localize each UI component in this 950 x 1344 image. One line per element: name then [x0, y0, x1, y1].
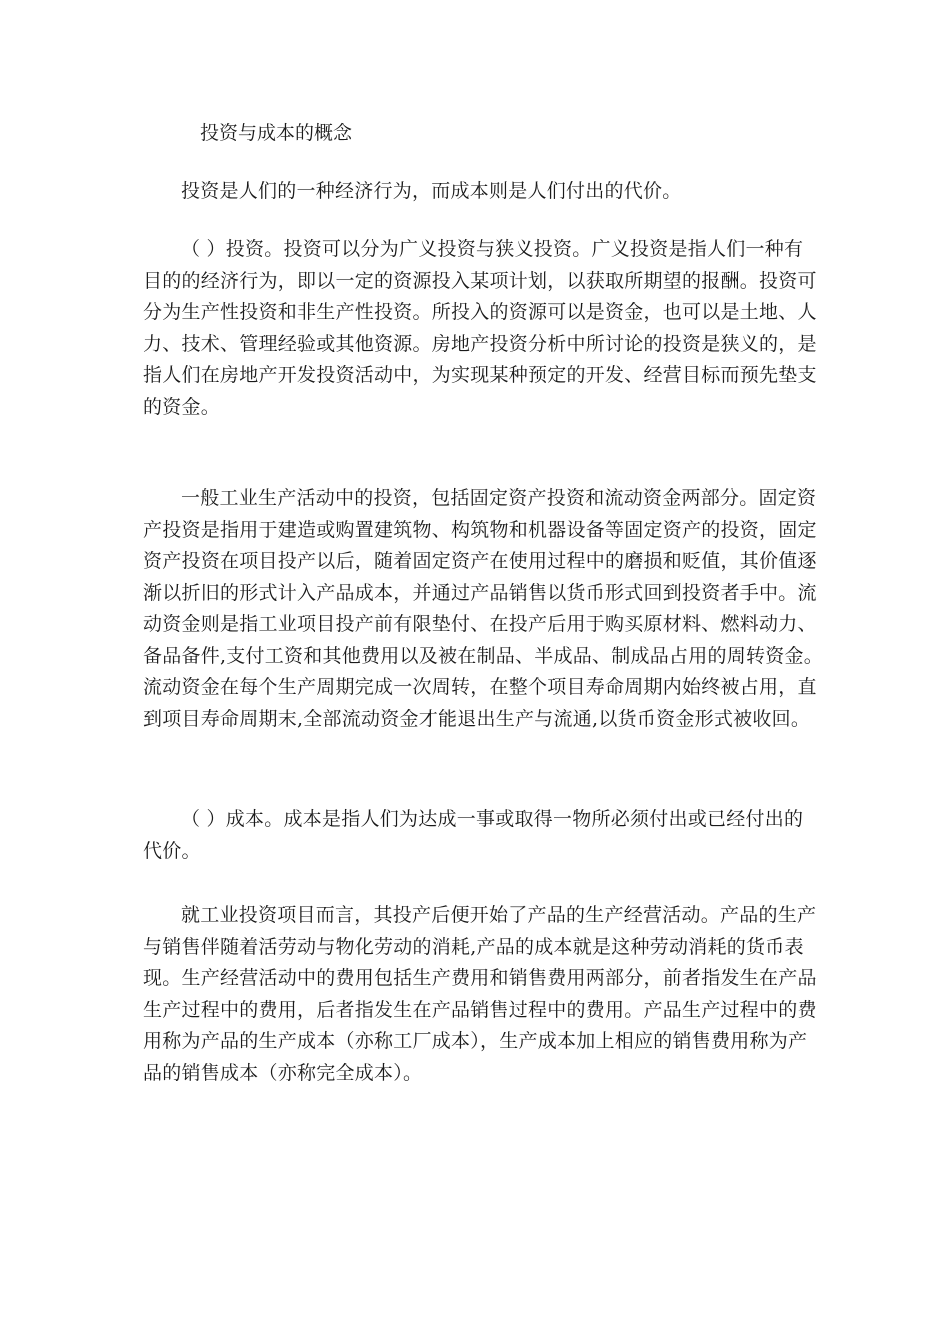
paragraph-2: [143, 234, 817, 423]
paragraph-line: 渐以折旧的形式计入产品成本，并通过产品销售以货币形式回到投资者手中。流: [143, 581, 817, 604]
paragraph-line: 的资金。: [143, 395, 221, 418]
paragraph-line: 一般工业生产活动中的投资，包括固定资产投资和流动资金两部分。固定资: [181, 487, 817, 509]
paragraph-line: 就工业投资项目而言，其投产后便开始了产品的生产经营活动。产品的生产: [181, 904, 817, 926]
paragraph-line: 分为生产性投资和非生产性投资。所投入的资源可以是资金，也可以是土地、人: [143, 301, 817, 323]
paragraph-line: （ ）投资。投资可以分为广义投资与狭义投资。广义投资是指人们一种有: [181, 238, 804, 260]
paragraph-4: [143, 804, 813, 867]
paragraph-5: [143, 900, 817, 1089]
document-title: 投资与成本的概念: [200, 122, 353, 144]
paragraph-line: 产投资是指用于建造或购置建筑物、构筑物和机器设备等固定资产的投资，固定: [143, 518, 817, 541]
paragraph-line: 资产投资在项目投产以后，随着固定资产在使用过程中的磨损和贬值，其价值逐: [143, 550, 817, 572]
paragraph-3: [143, 483, 824, 735]
paragraph-1: [143, 176, 813, 208]
paragraph-line: 品的销售成本（亦称完全成本）。: [143, 1061, 423, 1084]
paragraph-line: 指人们在房地产开发投资活动中，为实现某种预定的开发、经营目标而预先垫支: [143, 364, 817, 386]
paragraph-line: 力、技术、管理经验或其他资源。房地产投资分析中所讨论的投资是狭义的，是: [143, 332, 817, 355]
paragraph-line: 流动资金在每个生产周期完成一次周转，在整个项目寿命周期内始终被占用，直: [143, 676, 817, 698]
paragraph-line: 动资金则是指工业项目投产前有限垫付、在投产后用于购买原材料、燃料动力、: [143, 613, 817, 635]
paragraph-line: 生产过程中的费用，后者指发生在产品销售过程中的费用。产品生产过程中的费: [143, 998, 817, 1021]
paragraph-line: 用称为产品的生产成本（亦称工厂成本），生产成本加上相应的销售费用称为产: [143, 1030, 808, 1052]
paragraph-line: 投资是人们的一种经济行为，而成本则是人们付出的代价。: [181, 180, 682, 202]
paragraph-line: 代价。: [143, 839, 201, 862]
paragraph-line: （ ）成本。成本是指人们为达成一事或取得一物所必须付出或已经付出的: [181, 808, 804, 830]
paragraph-line: 现。生产经营活动中的费用包括生产费用和销售费用两部分，前者指发生在产品: [143, 967, 817, 989]
paragraph-line: 与销售伴随着活劳动与物化劳动的消耗,产品的成本就是这种劳动消耗的货币表: [143, 935, 804, 958]
paragraph-line: 目的的经济行为，即以一定的资源投入某项计划，以获取所期望的报酬。投资可: [143, 269, 817, 292]
paragraph-line: 到项目寿命周期末,全部流动资金才能退出生产与流通,以货币资金形式被收回。: [143, 707, 811, 730]
paragraph-line: 备品备件,支付工资和其他费用以及被在制品、半成品、制成品占用的周转资金。: [143, 644, 824, 667]
